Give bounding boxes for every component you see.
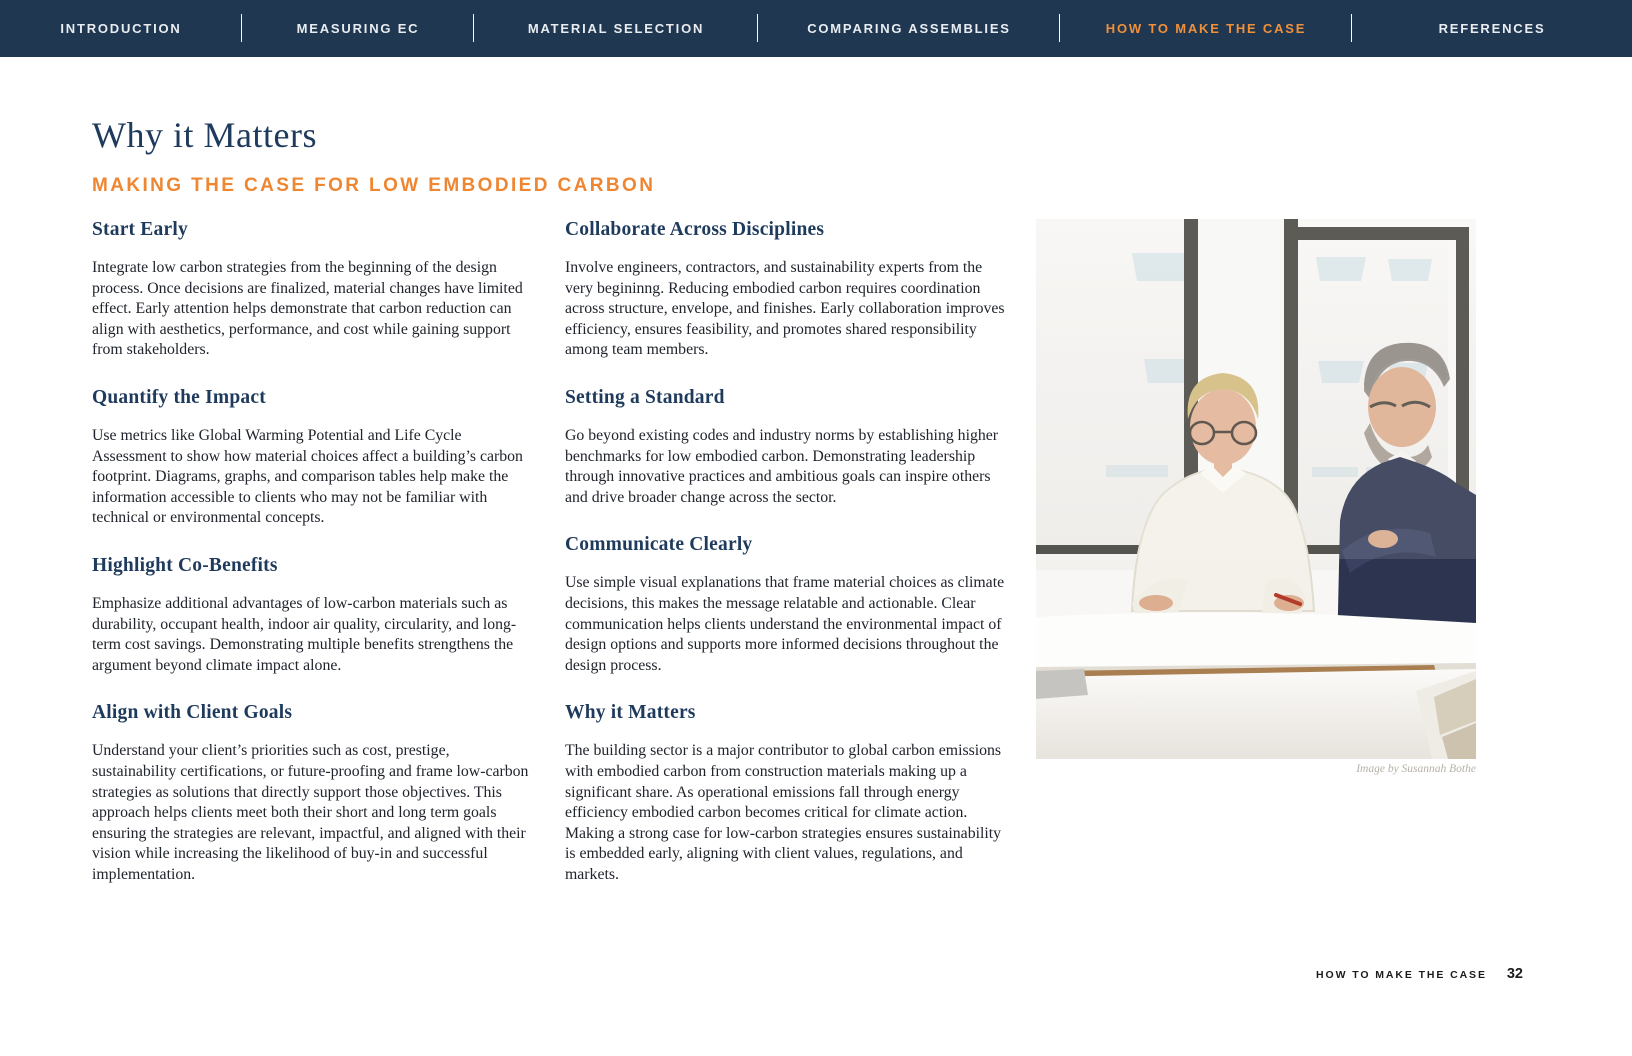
photo-caption: Image by Susannah Bothe [1356, 763, 1476, 775]
photo-column [1036, 219, 1476, 911]
section-body: Involve engineers, contractors, and sustainability experts from the very begininng. Reducing embodied carbon requires coordination across structure, envelope, and finishes. Early collaboration improves efficiency, ensures feasibility, and promotes shared responsibility among team members. [565, 259, 1005, 359]
section-align-with-client-goals [92, 702, 532, 885]
section-start-early [92, 219, 532, 361]
section-heading: Align with Client Goals [92, 702, 293, 724]
section-body: Emphasize additional advantages of low-carbon materials such as durability, occupant health, indoor air quality, circularity, and long-term cost savings. Demonstrating multiple benefits strengthens the argument beyond climate impact alone. [92, 594, 517, 674]
section-heading: Start Early [92, 219, 188, 240]
left-column [92, 219, 532, 911]
footer-page-number: 32 [1506, 966, 1523, 982]
meeting-photo [1036, 219, 1476, 759]
section-heading: Collaborate Across Disciplines [565, 219, 825, 240]
section-collaborate-across-disciplines [565, 219, 1005, 361]
section-highlight-co-benefits [92, 555, 532, 676]
page-footer [1316, 966, 1523, 982]
meeting-photo-illustration [1036, 219, 1476, 759]
section-heading: Quantify the Impact [92, 386, 266, 408]
page-subtitle: MAKING THE CASE FOR LOW EMBODIED CARBON [92, 175, 656, 196]
nav-tab-measuring-ec[interactable]: MEASURING EC [242, 0, 474, 57]
section-body: The building sector is a major contributor to global carbon emissions with embodied carbon from construction materials making up a significant share. As operational emissions fall through energy efficiency embodied carbon becomes critical for climate action. Making a strong case for low-carbon strategies ensures sustainability is embedded early, aligning with client values, regulations, and markets. [565, 742, 1002, 883]
nav-tab-how-to-make-the-case[interactable]: HOW TO MAKE THE CASE [1060, 0, 1352, 57]
nav-tab-introduction[interactable]: INTRODUCTION [0, 0, 242, 57]
section-body: Use metrics like Global Warming Potential and Life Cycle Assessment to show how material choices affect a building’s carbon footprint. Diagrams, graphs, and comparison tables help make the information accessible to clients who may not be familiar with technical or environmental concepts. [92, 426, 523, 527]
nav-tab-material-selection[interactable]: MATERIAL SELECTION [474, 0, 758, 57]
page-content [0, 114, 1632, 911]
section-body: Understand your client’s priorities such as cost, prestige, sustainability certifications, or future-proofing and frame low-carbon strategies as solutions that directly support those objectives. This approach helps clients meet both their short and long term goals ensuring the strategies are relevant, impactful, and aligned with their vision while increasing the likelihood of buy-in and successful implementation. [92, 742, 529, 883]
section-heading: Highlight Co-Benefits [92, 554, 278, 576]
section-body: Integrate low carbon strategies from the beginning of the design process. Once decisions are finalized, material changes have limited effect. Early attention helps demonstrate that carbon reduction can align with aesthetics, performance, and cost while gaining support from stakeholders. [92, 259, 523, 359]
section-setting-a-standard [565, 387, 1005, 508]
section-heading: Why it Matters [565, 702, 696, 724]
page-title: Why it Matters [92, 115, 317, 155]
nav-tab-comparing-assemblies[interactable]: COMPARING ASSEMBLIES [758, 0, 1060, 57]
columns-layout [92, 219, 1632, 911]
section-heading: Setting a Standard [565, 386, 725, 408]
nav-tab-references[interactable]: REFERENCES [1438, 21, 1546, 36]
footer-section-label: HOW TO MAKE THE CASE [1316, 969, 1487, 981]
top-navigation [0, 0, 1632, 57]
section-heading: Communicate Clearly [565, 534, 753, 556]
section-communicate-clearly [565, 534, 1005, 676]
right-column [565, 219, 1005, 911]
section-body: Use simple visual explanations that frame material choices as climate decisions, this makes the message relatable and actionable. Clear communication helps clients understand the environmental impact of design options and supports more informed decisions throughout the design process. [565, 574, 1005, 674]
section-quantify-the-impact [92, 387, 532, 529]
section-why-it-matters [565, 702, 1005, 885]
section-body: Go beyond existing codes and industry norms by establishing higher benchmarks for low embodied carbon. Demonstrating leadership through innovative practices and ambitious goals can inspire others and drive broader change across the sector. [565, 426, 999, 506]
